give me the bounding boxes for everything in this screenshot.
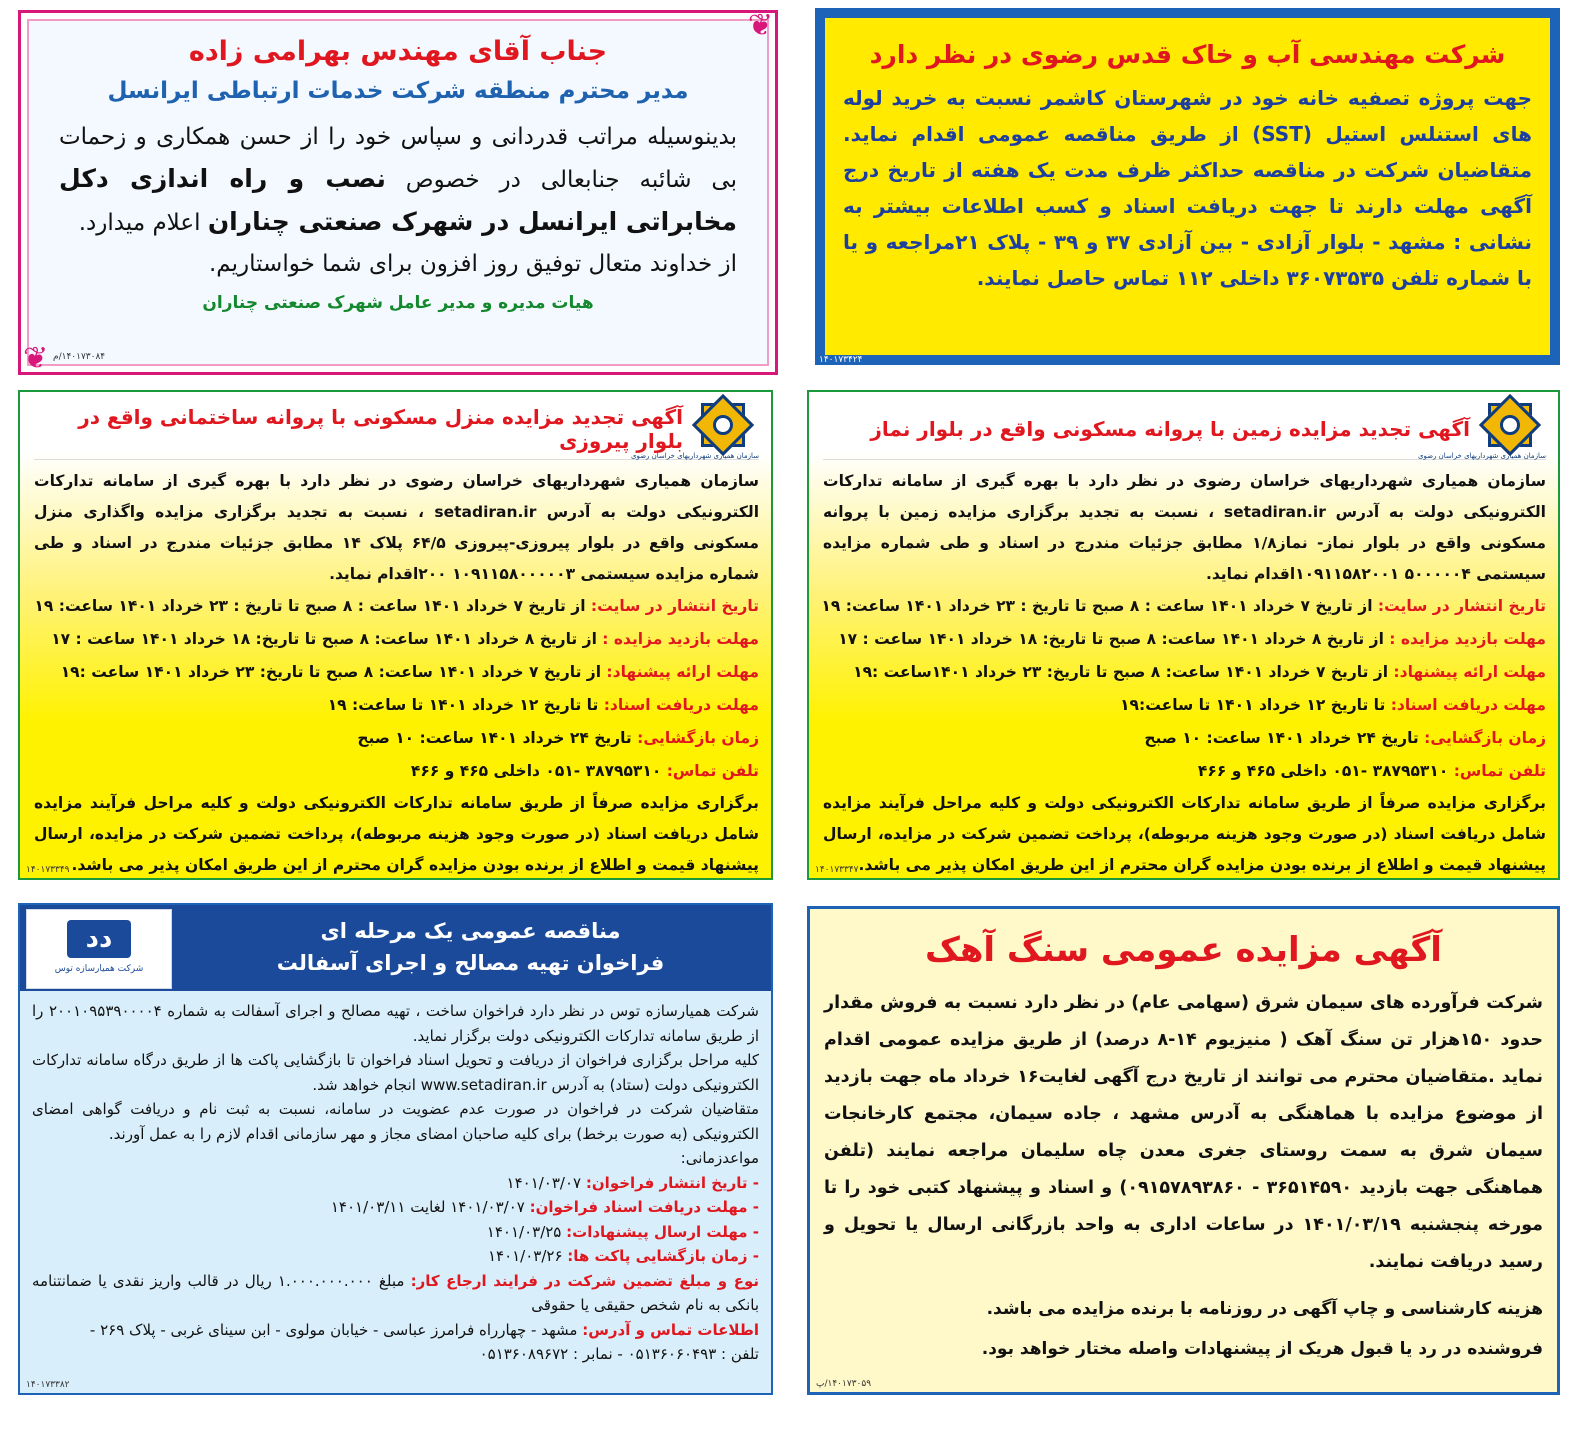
schedule-row: مهلت دریافت اسناد: تا تاریخ ۱۲ خرداد ۱۴۰۱ تا ساعت: ۱۹	[327, 696, 759, 714]
thanks-ad-subtitle: مدیر محترم منطقه شرکت خدمات ارتباطی ایرانسل	[107, 78, 689, 104]
thanks-ad-signature: هیات مدیره و مدیر عامل شهرک صنعتی چناران	[202, 293, 594, 313]
piroozi-auction-ad	[18, 390, 773, 880]
thanks-ad-body	[59, 117, 737, 285]
municipality-logo-icon: سازمان همیاری شهرداریهای خراسان رضوی	[1482, 401, 1546, 457]
schedule-row: تاریخ انتشار در سایت: از تاریخ ۷ خرداد ۱۴۰۱ ساعت : ۸ صبح تا تاریخ : ۲۳ خرداد ۱۴۰۱ ساعت: ۱۹	[821, 597, 1546, 615]
stone-ad-note: هزینه کارشناسی و چاپ آگهی در روزنامه با برنده مزایده می باشد.	[986, 1299, 1543, 1319]
thanks-ad-text-end: اعلام میدارد.	[78, 210, 208, 236]
schedule-row: مهلت بازدید مزایده : از تاریخ ۸ خرداد ۱۴۰۱ ساعت: ۸ صبح تا تاریخ: ۱۸ خرداد ۱۴۰۱ ساعت : ۱۷	[838, 630, 1546, 648]
guarantee-info: نوع و مبلغ تضمین شرکت در فرایند ارجاع کار: مبلغ ۱.۰۰۰.۰۰۰.۰۰۰ ریال در قالب واریز نقدی یا ضمانتنامه بانکی به نام شخص حقیقی یا حقوقی	[32, 1271, 760, 1314]
municipality-logo-icon: سازمان همیاری شهرداریهای خراسان رضوی	[695, 401, 759, 457]
tender-paragraph: شرکت همیارسازه توس در نظر دارد فراخوان ساخت ، تهیه مصالح و اجرای آسفالت به شماره ۲۰۰۱۰۹۵۳۹۰۰۰۰۴ را از طریق سامانه تدارکات الکترونیکی دولت برگزار نماید.	[32, 1002, 759, 1045]
ad-outro: برگزاری مزایده صرفاً از طریق سامانه تدارکات الکترونیکی دولت و کلیه مراحل فرآیند مزایده شامل دریافت اسناد (در صورت وجود هزینه مربوطه)، پرداخت تضمین شرکت در مزایده، ارسال پیشنهاد قیمت و اطلاع از برنده بودن مزایده گران محترم از این طریق امکان پذیر می باشد.	[823, 794, 1546, 874]
nemaz-auction-ad	[807, 390, 1560, 880]
schedule-row: مهلت ارائه پیشنهاد: از تاریخ ۷ خرداد ۱۴۰۱ ساعت: ۸ صبح تا تاریخ: ۲۳ خرداد ۱۴۰۱ساعت :۱۹	[853, 663, 1546, 681]
ad-code: ۱۴۰۱۷۳۳۸۲	[26, 1380, 70, 1390]
flourish-icon: ❦	[23, 341, 49, 375]
flourish-icon: ❦	[747, 10, 773, 43]
schedule-row: تلفن تماس: ۳۸۷۹۵۳۱۰ -۰۵۱ داخلی ۴۶۵ و ۴۶۶	[410, 762, 759, 780]
schedule-list	[34, 590, 759, 788]
tender-subtitle: فراخوان تهیه مصالح و اجرای آسفالت	[276, 951, 665, 975]
ad-intro: سازمان همیاری شهرداریهای خراسان رضوی در نظر دارد با بهره گیری از سامانه تدارکات الکترونیکی دولت به آدرس setadiran.ir ، نسبت به تجدید برگزاری مزایده زمین با پروانه مسکونی واقع در بلوار نماز- نماز۱/۸ مطابق جزئیات مندرج در اسناد و طی شماره مزایده سیستمی ۵۰۰۰۰۰۴ ۱۰۹۱۱۵۸۲۰۰۱اقدام نماید.	[823, 472, 1547, 583]
ad-code: ۱۴۰۱۷۳۳۴۷	[815, 865, 859, 875]
water-tender-ad	[815, 8, 1560, 365]
company-logo-icon: دد شرکت همیارسازه توس	[26, 909, 172, 989]
ad-header	[34, 398, 759, 460]
thanks-ad-bold-text: نصب و راه اندازی دکل مخابراتی ایرانسل در شهرک صنعتی چناران	[59, 164, 737, 236]
ad-code: ۱۴۰۱۷۳۰۸۴/م	[53, 352, 106, 362]
schedule-row: زمان بازگشایی: تاریخ ۲۴ خرداد ۱۴۰۱ ساعت: ۱۰ صبح	[357, 729, 759, 747]
schedule-row: مهلت ارائه پیشنهاد: از تاریخ ۷ خرداد ۱۴۰۱ ساعت: ۸ صبح تا تاریخ: ۲۳ خرداد ۱۴۰۱ ساعت :۱۹	[60, 663, 759, 681]
ad-header	[823, 398, 1546, 460]
ad-title: آگهی تجدید مزایده منزل مسکونی با پروانه ساختمانی واقع در بلوار پیروزی	[78, 404, 683, 453]
contact-info: اطلاعات تماس و آدرس: مشهد - چهارراه فرامرز عباسی - خیابان مولوی - ابن سینای غربی - پلاک ۲۶۹ -	[89, 1320, 759, 1339]
tender-body	[20, 991, 771, 1367]
stone-ad-body: شرکت فرآورده های سیمان شرق (سهامی عام) در نظر دارد نسبت به فروش مقدار حدود ۱۵۰هزار تن سنگ آهک ( منیزیوم ۱۴-۸ درصد) از طریق مزایده عمومی اقدام نماید .متقاضیان محترم می توانند از تاریخ درج آگهی لغایت۱۶ خرداد ماه جهت بازدید از موضوع مزایده با هماهنگی به آدرس مشهد ، جاده سیمان، مجتمع کارخانجات سیمان شرق به سمت روستای جغری معدن چاه سلیمان مراجعه نمایند (تلفن هماهنگی جهت بازدید ۳۶۵۱۴۵۹۰ - ۰۹۱۵۷۸۹۳۸۶۰) و اسناد و پیشنهاد کتبی خود را تا مورخه پنجشنبه ۱۴۰۱/۰۳/۱۹ در ساعات اداری به واحد بازرگانی ارسال یا تحویل و رسید دریافت نمایند.	[824, 993, 1544, 1272]
tender-paragraph: متقاضیان شرکت در فراخوان در صورت عدم عضویت در سامانه، نسبت به ثبت نام و دریافت گواهی امضای الکترونیکی (به صورت برخط) برای کلیه صاحبان امضای مجاز و مهر سازمانی اقدام لازم را به عمل آورند.	[32, 1100, 759, 1143]
ad-title: آگهی تجدید مزایده زمین با پروانه مسکونی واقع در بلوار نماز	[870, 416, 1470, 441]
thanks-ad-text: بدینوسیله مراتب قدردانی و سپاس خود را از حسن همکاری و زحمات بی شائبه جنابعالی در خصوص	[59, 124, 737, 193]
schedule-list	[823, 590, 1546, 788]
schedule-row: تاریخ انتشار در سایت: از تاریخ ۷ خرداد ۱۴۰۱ ساعت : ۸ صبح تا تاریخ : ۲۳ خرداد ۱۴۰۱ ساعت: ۱۹	[34, 597, 759, 615]
tender-header	[20, 905, 771, 991]
ad-code: ۱۴۰۱۷۳۳۴۹	[26, 865, 70, 875]
schedule-title: مواعدزمانی:	[680, 1149, 759, 1167]
asphalt-tender-ad	[18, 903, 773, 1395]
limestone-auction-ad	[807, 906, 1560, 1395]
schedule-item: - تاریخ انتشار فراخوان: ۱۴۰۱/۰۳/۰۷	[506, 1173, 759, 1192]
tender-paragraph: کلیه مراحل برگزاری فراخوان از دریافت و تحویل اسناد فراخوان تا بازگشایی پاکت ها از طریق درگاه سامانه تدارکات الکترونیکی دولت (ستاد) به آدرس www.setadiran.ir انجام خواهد شد.	[32, 1051, 759, 1094]
schedule-item: - مهلت دریافت اسناد فراخوان: ۱۴۰۱/۰۳/۰۷ لغایت ۱۴۰۱/۰۳/۱۱	[330, 1198, 759, 1216]
stone-ad-title: آگهی مزایده عمومی سنگ آهک	[925, 930, 1442, 970]
contact-phone: تلفن : ۰۵۱۳۶۰۶۰۴۹۳ - نمابر : ۰۵۱۳۶۰۸۹۶۷۲	[479, 1345, 759, 1363]
ad-intro: سازمان همیاری شهرداریهای خراسان رضوی در نظر دارد با بهره گیری از سامانه تدارکات الکترونیکی دولت به آدرس setadiran.ir ، نسبت به تجدید برگزاری مزایده واگذاری منزل مسکونی واقع در بلوار پیروزی-پیروزی ۶۴/۵ پلاک ۱۴ مطابق جزئیات مندرج در اسناد و طی شماره مزایده سیستمی ۱۰۹۱۱۵۸۰۰۰۰۰۳ ۲۰۰اقدام نماید.	[34, 472, 760, 583]
schedule-row: زمان بازگشایی: تاریخ ۲۴ خرداد ۱۴۰۱ ساعت: ۱۰ صبح	[1144, 729, 1546, 747]
thanks-ad-frame	[27, 19, 769, 366]
thanks-ad-title: جناب آقای مهندس بهرامی زاده	[188, 36, 608, 67]
ad-code: ۱۴۰۱۷۳۴۲۴	[819, 355, 863, 365]
water-ad-title: شرکت مهندسی آب و خاک قدس رضوی در نظر دارد	[869, 40, 1506, 69]
schedule-item: - مهلت ارسال پیشنهادات: ۱۴۰۱/۰۳/۲۵	[486, 1222, 759, 1241]
ad-code: ۱۴۰۱۷۳۰۵۹/پ	[816, 1379, 872, 1389]
schedule-row: مهلت بازدید مزایده : از تاریخ ۸ خرداد ۱۴۰۱ ساعت: ۸ صبح تا تاریخ: ۱۸ خرداد ۱۴۰۱ ساعت : ۱۷	[51, 630, 759, 648]
schedule-row: مهلت دریافت اسناد: تا تاریخ ۱۲ خرداد ۱۴۰۱ تا ساعت:۱۹	[1120, 696, 1546, 714]
stone-ad-note: فروشنده در رد یا قبول هریک از پیشنهادات واصله مختار خواهد بود.	[981, 1339, 1543, 1359]
thanks-ad-wish: از خداوند متعال توفیق روز افزون برای شما خواستاریم.	[208, 251, 737, 277]
tender-title: مناقصه عمومی یک مرحله ای	[320, 919, 621, 943]
water-ad-panel	[825, 18, 1550, 355]
water-ad-body: جهت پروژه تصفیه خانه خود در شهرستان کاشمر نسبت به خرید لوله های استنلس استیل (SST) از طریق مناقصه عمومی اقدام نماید. متقاضیان شرکت در مناقصه حداکثر ظرف مدت یک هفته از تاریخ درج آگهی مهلت دارند تا جهت دریافت اسناد و کسب اطلاعات بیشتر به نشانی : مشهد - بلوار آزادی - بین آزادی ۳۷ و ۳۹ - پلاک ۲۱مراجعه و یا با شماره تلفن ۳۶۰۷۳۵۳۵ داخلی ۱۱۲ تماس حاصل نمایند.	[843, 86, 1533, 290]
schedule-row: تلفن تماس: ۳۸۷۹۵۳۱۰ -۰۵۱ داخلی ۴۶۵ و ۴۶۶	[1197, 762, 1546, 780]
thanks-ad	[18, 10, 778, 375]
schedule-item: - زمان بازگشایی پاکت ها: ۱۴۰۱/۰۳/۲۶	[487, 1247, 759, 1265]
ad-outro: برگزاری مزایده صرفاً از طریق سامانه تدارکات الکترونیکی دولت و کلیه مراحل فرآیند مزایده شامل دریافت اسناد (در صورت وجود هزینه مربوطه)، پرداخت تضمین شرکت در مزایده، ارسال پیشنهاد قیمت و اطلاع از برنده بودن مزایده گران محترم از این طریق امکان پذیر می باشد.	[34, 794, 759, 874]
